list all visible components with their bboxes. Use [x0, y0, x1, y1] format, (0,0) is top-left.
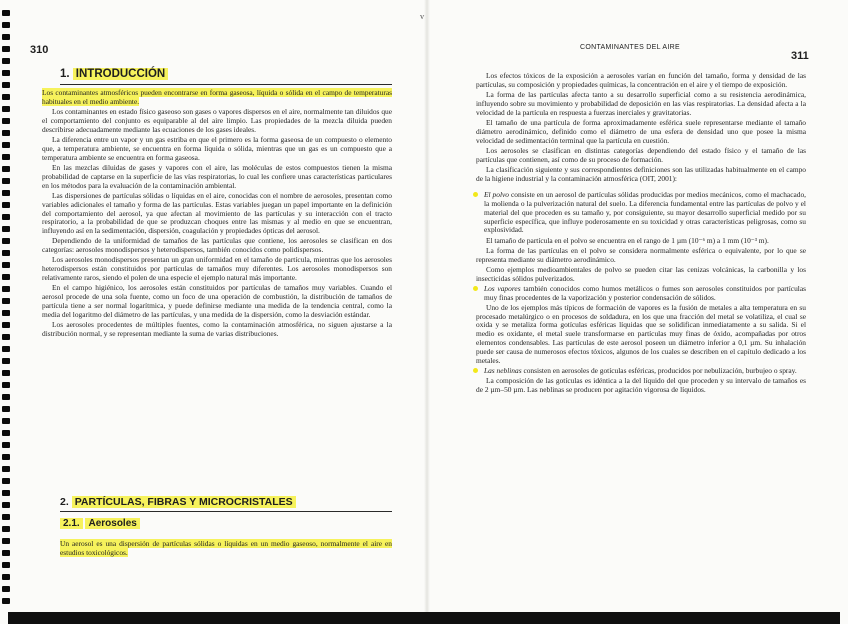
binding-hole [2, 574, 10, 580]
bullet-lead: Los vapores [484, 283, 521, 293]
binding-hole [2, 250, 10, 256]
paragraph-text: El tamaño de partícula en el polvo se encuentra en el rango de 1 µm (10⁻⁶ m) a 1 mm (10⁻³ m). [486, 235, 769, 245]
section-number: 1. [60, 68, 70, 80]
binding-hole [2, 538, 10, 544]
bullet-lead: Las neblinas [484, 366, 522, 376]
paragraph-text: Los contaminantes atmosféricos pueden encontrarse en forma gaseosa, líquida o sólida en el campo de temperaturas habituales en el medio ambiente. [42, 88, 392, 106]
binding-hole [2, 154, 10, 160]
scan-mark: ᵛ [420, 12, 425, 27]
paragraph [476, 304, 806, 366]
paragraph [476, 237, 806, 246]
binding-hole [2, 502, 10, 508]
binding-hole [2, 58, 10, 64]
heading-rule [60, 511, 392, 512]
right-body-text [476, 72, 806, 396]
book-gutter [424, 0, 430, 612]
binding-hole [2, 394, 10, 400]
paragraph [42, 108, 392, 135]
binding-hole [2, 598, 10, 604]
paragraph [476, 72, 806, 90]
binding-hole [2, 298, 10, 304]
paragraph-text: En el campo higiénico, los aerosoles están constituidos por partículas de tamaños muy variables. Cuando el aerosol procede de una sola fuente, como un foco de una operación de combustión, la distribución de tamaños de partícula tiene a ser normal logarítmica, y puede definirse mediante una medida de la tendencia central, como la media del logaritmo del diámetro de las partículas, y una medida de la dispersión, como la desviación estándar. [42, 283, 392, 320]
binding-hole [2, 142, 10, 148]
binding-hole [2, 370, 10, 376]
bullet-item [476, 191, 806, 236]
highlight-dot-icon [473, 286, 478, 291]
binding-hole [2, 514, 10, 520]
paragraph-text: La forma de las partículas en el polvo se considera normalmente esférica o equivalente, por lo que se representa mediante su diámetro aerodinámico. [476, 245, 806, 264]
paragraph [476, 119, 806, 146]
binding-hole [2, 526, 10, 532]
bullet-item [476, 285, 806, 303]
section-heading-introduccion [60, 68, 168, 80]
section-title: PARTÍCULAS, FIBRAS Y MICROCRISTALES [72, 496, 296, 508]
binding-hole [2, 406, 10, 412]
bullet-lead: El polvo [484, 189, 509, 199]
binding-hole [2, 418, 10, 424]
paragraph [42, 321, 392, 339]
paragraph-text: Dependiendo de la uniformidad de tamaños de las partículas que contiene, los aerosoles se clasifican en dos categorías: aerosoles monodispersos y heterodispersos, también conocidos como polidispersos. [42, 236, 392, 255]
paragraph [42, 89, 392, 107]
paragraph-text: Los contaminantes en estado físico gaseoso son gases o vapores dispersos en el aire, normalmente tan diluidos que el comportamiento del conjunto es equiparable al del aire limpio. Las propiedades de la mezcla diluida pueden describirse adecuadamente mediante las ecuaciones de los gases ideales. [42, 107, 392, 134]
paragraph-text: Las dispersiones de partículas sólidas o líquidas en el aire, conocidas con el nombre de aerosoles, presentan como variables adicionales el tamaño y forma de las partículas. Estas variables juegan un papel importante en la definición del comportamiento del aerosol, ya que afectan al movimiento de las partículas y su interacción con el tracto respiratorio, a la probabilidad de que se produzcan choques entre las mismas y al medio en que se encuentran, influyendo así en la sedimentación, dispersión, coagulación y propiedades ópticas del aerosol. [42, 190, 392, 236]
aerosol-definition [60, 540, 392, 559]
paragraph-text: La clasificación siguiente y sus correspondientes definiciones son las utilizadas habitualmente en el campo de la higiene industrial y la contaminación atmosférica (OIT, 2001): [476, 164, 806, 183]
binding-hole [2, 262, 10, 268]
binding-hole [2, 442, 10, 448]
binding-hole [2, 310, 10, 316]
subsection-title: Aerosoles [85, 518, 139, 529]
paragraph-text: Los aerosoles se clasifican en distintas categorías dependiendo del estado físico y el tamaño de las partículas que contienen, así como de su proceso de formación. [476, 145, 806, 164]
paragraph [42, 136, 392, 163]
binding-hole [2, 562, 10, 568]
highlight-dot-icon [473, 368, 478, 373]
binding-hole [2, 382, 10, 388]
binding-hole [2, 334, 10, 340]
paragraph [476, 91, 806, 118]
paragraph [476, 247, 806, 265]
binding-hole [2, 82, 10, 88]
subsection-number: 2.1. [60, 518, 83, 529]
bullet-text: consisten en aerosoles de gotículas esféricas, producidos por nebulización, burbujeo o spray. [523, 366, 797, 376]
binding-hole [2, 94, 10, 100]
binding-hole [2, 322, 10, 328]
binding-hole [2, 430, 10, 436]
binding-hole [2, 274, 10, 280]
binding-hole [2, 70, 10, 76]
binding-hole [2, 238, 10, 244]
binding-hole [2, 178, 10, 184]
bullet-item [476, 367, 806, 376]
binding-hole [2, 118, 10, 124]
binding-hole [2, 166, 10, 172]
highlight-dot-icon [473, 192, 478, 197]
paragraph-text: Los aerosoles procedentes de múltiples fuentes, como la contaminación atmosférica, no siguen ajustarse a la distribución normal, y se representan mediante la suma de varias distribuciones. [42, 320, 392, 339]
binding-hole [2, 34, 10, 40]
spiral-binding [0, 10, 12, 610]
page-number-left: 310 [30, 44, 49, 56]
paragraph [42, 237, 392, 255]
paragraph-text: La diferencia entre un vapor y un gas estriba en que el primero es la forma gaseosa de un compuesto o elemento que, a temperatura ambiente, se encuentra en forma líquida o sólida, mientras que un gas es un compuesto que a temperatura ambiente se encuentra en forma gaseosa. [42, 134, 392, 162]
binding-hole [2, 346, 10, 352]
page-number-right: 311 [791, 50, 809, 62]
paragraph-text: El tamaño de una partícula de forma aproximadamente esférica suele representarse mediante el tamaño diámetro aerodinámico, definido como el diámetro de una esfera de densidad uno que posee la misma velocidad de sedimentación terminal que la partícula en cuestión. [476, 117, 806, 145]
subsection-heading-aerosoles [60, 518, 140, 529]
heading-rule [60, 84, 392, 85]
binding-hole [2, 214, 10, 220]
paragraph [476, 147, 806, 165]
binding-hole [2, 106, 10, 112]
bullet-text: también conocidos como humos metálicos o fumes son aerosoles constituidos por partículas muy finas procedentes de la vaporización y posterior condensación de sólidos. [484, 283, 806, 302]
paragraph [42, 256, 392, 283]
section-number: 2. [60, 496, 69, 508]
scan-edge [8, 612, 840, 624]
binding-hole [2, 46, 10, 52]
section-heading-particulas [60, 496, 296, 508]
binding-hole [2, 226, 10, 232]
paragraph-text: Como ejemplos medioambientales de polvo se pueden citar las cenizas volcánicas, la carbonilla y los insecticidas sólidos pulverizados. [476, 264, 806, 283]
binding-hole [2, 478, 10, 484]
binding-hole [2, 586, 10, 592]
binding-hole [2, 550, 10, 556]
paragraph [42, 192, 392, 237]
binding-hole [2, 466, 10, 472]
paragraph [42, 164, 392, 191]
binding-hole [2, 286, 10, 292]
aerosol-definition-text: Un aerosol es una dispersión de partículas sólidas o líquidas en un medio gaseoso, normalmente el aire en estudios toxicológicos. [60, 539, 392, 557]
bullet-text: consiste en un aerosol de partículas sólidas producidas por medios mecánicos, como el machacado, la molienda o la pulverización natural del suelo. La diferencia fundamental entre las partículas de polvo y el material del que proceden es su tamaño y, por consiguiente, su mayor desarrollo superficial medido por su superficie específica, que influye poderosamente en su toxicidad y otras características peligrosas, como su explosividad. [484, 189, 806, 235]
binding-hole [2, 22, 10, 28]
paragraph-text: Uno de los ejemplos más típicos de formación de vapores es la fusión de metales a alta temperatura en su procesado metalúrgico o en procesos de soldadura, en los que una fracción del metal se volatiliza, el cual se oxida y se metaliza forma gotículas esféricas líquidas que se solidifican inmediatamente a su salida. Si el medio es oxidante, el metal suele transformarse en partículas muy finas de óxido, acompañadas por otros elementos condensables. Las partículas de este aerosol poseen un diámetro inferior a 0,1 µm. Su inhalación puede ser causa de numerosos efectos tóxicos, algunos de los cuales se describen en el capítulo dedicado a los metales. [476, 302, 806, 366]
binding-hole [2, 190, 10, 196]
paragraph-text: En las mezclas diluidas de gases y vapores con el aire, las moléculas de estos compuestos tienen la misma probabilidad de captarse en la superficie de las vías respiratorias, lo cual les confiere unas características particulares en los métodos para la evaluación de la contaminación ambiental. [42, 162, 392, 190]
binding-hole [2, 358, 10, 364]
paragraph [476, 266, 806, 284]
running-head: CONTAMINANTES DEL AIRE [580, 44, 680, 51]
paragraph-text: Los aerosoles monodispersos presentan un gran uniformidad en el tamaño de partícula, mientras que los aerosoles heterodispersos están constituidos por partículas de tamaños muy diferentes. Los aerosoles monodispersos son relativamente raros, siendo el polen de una especie el ejemplo natural más importante. [42, 255, 392, 283]
binding-hole [2, 202, 10, 208]
binding-hole [2, 130, 10, 136]
paragraph-text: La forma de las partículas afecta tanto a su desarrollo superficial como a su resistencia aerodinámica, influyendo sobre su movimiento y probabilidad de deposición en las vías respiratorias. La densidad afecta a la velocidad de la partícula en respuesta a fuerzas inerciales y gravitatorias. [476, 90, 806, 117]
paragraph [476, 166, 806, 184]
intro-text [42, 89, 392, 340]
paragraph-text: Los efectos tóxicos de la exposición a aerosoles varían en función del tamaño, forma y densidad de las partículas, su composición y propiedades químicas, la concentración en el aire y el tiempo de exposición. [476, 71, 806, 89]
paragraph [476, 377, 806, 395]
paragraph-text: La composición de las gotículas es idéntica a la del líquido del que proceden y su intervalo de tamaños es de 2 µm–50 µm. Las neblinas se producen por agitación vigorosa de líquidos. [476, 376, 806, 395]
binding-hole [2, 10, 10, 16]
section-title: INTRODUCCIÓN [73, 68, 168, 80]
paragraph [42, 284, 392, 320]
binding-hole [2, 490, 10, 496]
binding-hole [2, 454, 10, 460]
